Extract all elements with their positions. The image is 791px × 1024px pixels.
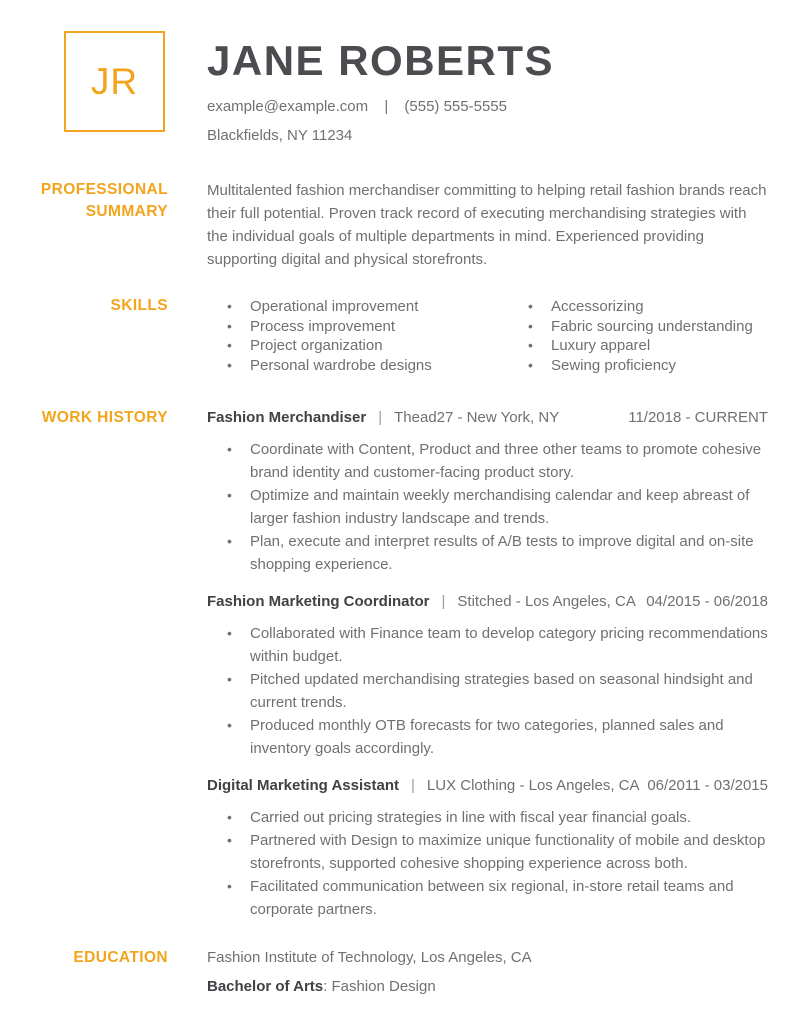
job-bullet: [227, 622, 768, 668]
education-label: EDUCATION: [73, 949, 168, 967]
job-bullet: [227, 875, 768, 921]
candidate-name: JANE ROBERTS: [207, 37, 555, 84]
skill-item: [528, 297, 768, 317]
job-bullet-list: [207, 622, 768, 760]
skills-label: SKILLS: [110, 297, 168, 314]
bullet-icon: •: [227, 832, 232, 849]
email-text: example@example.com: [207, 98, 369, 115]
skill-text: Operational improvement: [250, 298, 419, 315]
job-entry: [207, 407, 768, 576]
bullet-icon: •: [227, 337, 232, 354]
job-separator: |: [410, 777, 415, 795]
bullet-icon: •: [227, 717, 232, 734]
skills-content: [207, 295, 768, 375]
job-dates: 04/2015 - 06/2018: [646, 593, 768, 611]
job-dates: 06/2011 - 03/2015: [647, 777, 768, 795]
work-history-content: [207, 407, 768, 921]
work-history-section: [0, 407, 791, 921]
skill-text: Accessorizing: [551, 298, 644, 315]
job-bullet: [227, 484, 768, 530]
education-degree: Bachelor of Arts: [207, 978, 324, 996]
job-bullet-text: Partnered with Design to maximize unique functionality of mobile and desktop storefronts, supported cohesive shopping experience across both.: [250, 832, 766, 873]
job-bullet: [227, 438, 768, 484]
monogram-box: [64, 31, 165, 132]
skills-section: [0, 295, 791, 375]
job-title: Fashion Merchandiser: [207, 409, 367, 427]
skill-item: [227, 356, 508, 376]
resume-header: [0, 31, 791, 146]
job-bullet-text: Produced monthly OTB forecasts for two categories, planned sales and inventory goals accordingly.: [250, 717, 724, 758]
contact-line: [207, 97, 554, 117]
job-separator: |: [378, 409, 383, 427]
summary-label: PROFESSIONAL SUMMARY: [40, 181, 168, 220]
skill-text: Sewing proficiency: [551, 356, 677, 374]
job-bullet: [227, 530, 768, 576]
bullet-icon: •: [227, 487, 232, 504]
bullet-icon: •: [227, 878, 232, 895]
education-school: Fashion Institute of Technology, Los Angeles, CA: [207, 949, 532, 967]
bullet-icon: •: [227, 356, 232, 373]
bullet-icon: •: [528, 356, 533, 373]
summary-text: Multitalented fashion merchandiser committing to helping retail fashion brands reach their full potential. Proven track record of executing merchandising strategies with the individual goals of multiple departments in mind. Experienced providing supporting digital and physical storefronts.: [207, 182, 767, 268]
skill-text: Personal wardrobe designs: [250, 356, 432, 374]
bullet-icon: •: [227, 671, 232, 688]
header-text: [207, 31, 554, 146]
summary-content: [207, 179, 768, 271]
job-entry: [207, 775, 768, 921]
job-bullet-text: Facilitated communication between six regional, in-store retail teams and corporate partners.: [250, 878, 734, 919]
job-dates: 11/2018 - CURRENT: [628, 409, 768, 427]
bullet-icon: •: [227, 317, 232, 334]
bullet-icon: •: [528, 337, 533, 354]
phone-text: (555) 555-5555: [404, 98, 507, 115]
job-entry: [207, 591, 768, 760]
job-company: Stitched - Los Angeles, CA: [457, 593, 636, 611]
job-bullet-list: [207, 438, 768, 576]
skill-item: [227, 297, 508, 317]
bullet-icon: •: [528, 317, 533, 334]
job-bullet-text: Carried out pricing strategies in line with fiscal year financial goals.: [250, 809, 692, 827]
education-content: [207, 947, 768, 997]
bullet-icon: •: [227, 298, 232, 314]
job-title: Digital Marketing Assistant: [207, 777, 399, 795]
job-header: [207, 775, 768, 797]
job-bullet-text: Coordinate with Content, Product and three other teams to promote cohesive brand identity and customer-facing product story.: [250, 441, 762, 482]
skills-column-1: [207, 297, 508, 375]
bullet-icon: •: [227, 625, 232, 642]
job-separator: |: [441, 593, 446, 611]
bullet-icon: •: [528, 298, 533, 314]
job-bullet: [227, 829, 768, 875]
education-degree-line: [207, 976, 768, 997]
skill-item: [528, 356, 768, 376]
job-company: Thead27 - New York, NY: [394, 409, 560, 427]
job-bullet-text: Pitched updated merchandising strategies based on seasonal hindsight and current trends.: [250, 671, 753, 712]
skill-item: [227, 317, 508, 337]
contact-separator: |: [384, 98, 389, 115]
monogram-initials: JR: [90, 60, 139, 102]
education-degree-field: : Fashion Design: [323, 978, 436, 996]
job-bullet-text: Collaborated with Finance team to develop category pricing recommendations within budget.: [250, 625, 768, 666]
skills-column-2: [508, 297, 768, 375]
skill-item: [227, 336, 508, 356]
bullet-icon: •: [227, 441, 232, 458]
skill-text: Fabric sourcing understanding: [551, 317, 753, 335]
education-section: [0, 947, 791, 997]
job-bullet-list: [207, 806, 768, 921]
skill-text: Process improvement: [250, 317, 396, 335]
address-text: Blackfields, NY 11234: [207, 127, 353, 144]
job-header: [207, 407, 768, 429]
summary-section: [0, 179, 791, 271]
job-company: LUX Clothing - Los Angeles, CA: [426, 777, 640, 795]
skill-item: [528, 336, 768, 356]
work-history-label: WORK HISTORY: [41, 409, 168, 427]
bullet-icon: •: [227, 809, 232, 826]
job-bullet-text: Optimize and maintain weekly merchandising calendar and keep abreast of larger fashion industry landscape and trends.: [250, 487, 750, 528]
skill-text: Luxury apparel: [551, 337, 651, 355]
job-bullet: [227, 668, 768, 714]
job-bullet: [227, 806, 768, 829]
job-header: [207, 591, 768, 613]
skill-item: [528, 317, 768, 337]
bullet-icon: •: [227, 533, 232, 550]
skill-text: Project organization: [250, 337, 383, 355]
job-bullet-text: Plan, execute and interpret results of A/B tests to improve digital and on-site shopping experience.: [250, 533, 754, 574]
job-title: Fashion Marketing Coordinator: [207, 593, 430, 611]
job-bullet: [227, 714, 768, 760]
